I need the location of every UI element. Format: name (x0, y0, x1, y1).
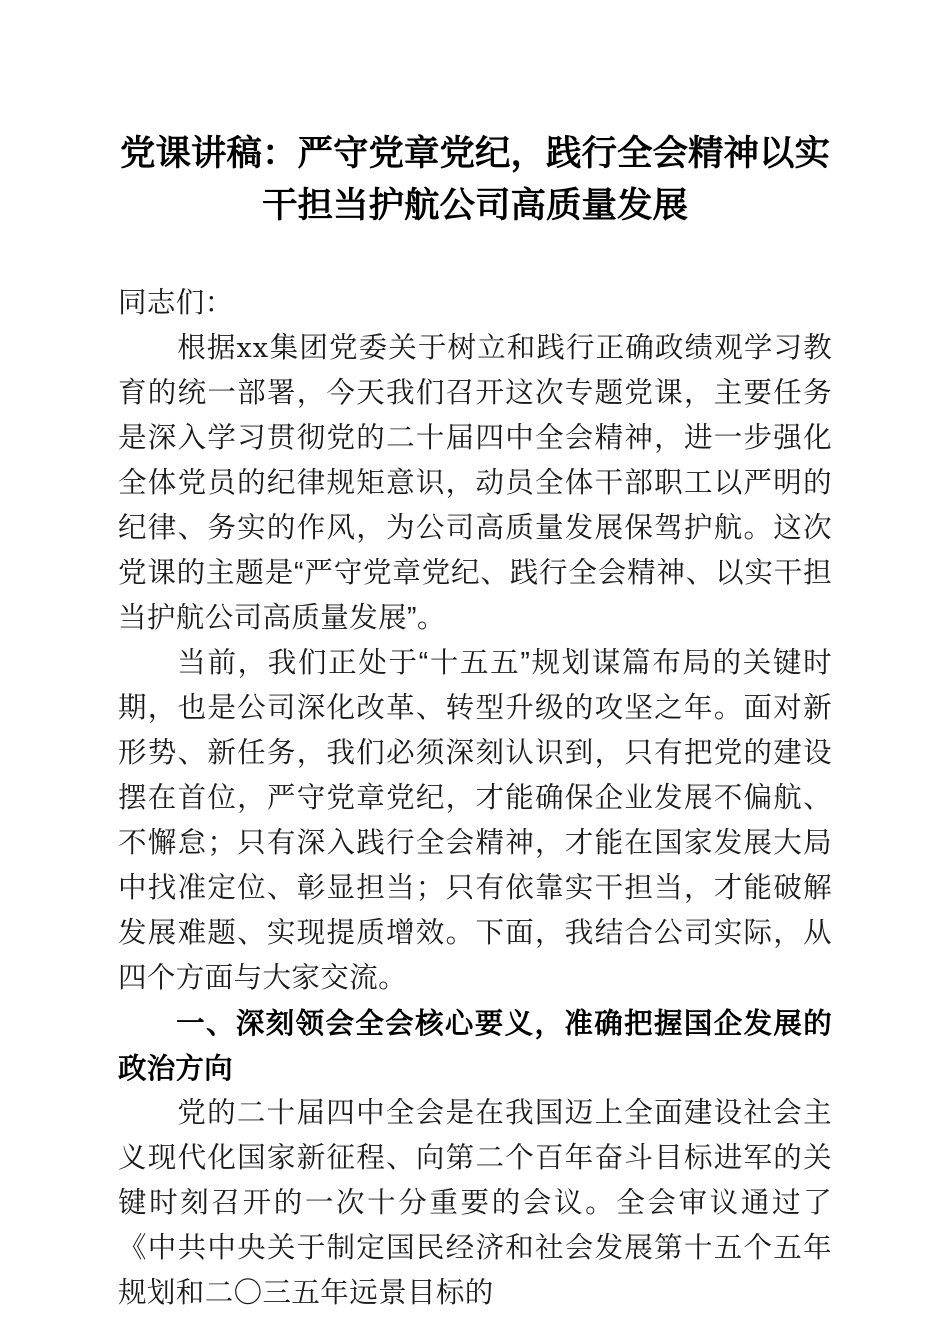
paragraph-2: 当前，我们正处于“十五五”规划谋篇布局的关键时期，也是公司深化改革、转型升级的攻坚之年。面对新形势、新任务，我们必须深刻认识到，只有把党的建设摆在首位，严守党章党纪，才能确保企业发展不偏航、不懈怠；只有深入践行全会精神，才能在国家发展大局中找准定位、彰显担当；只有依靠实干担当，才能破解发展难题、实现提质增效。下面，我结合公司实际，从四个方面与大家交流。 (118, 647, 832, 994)
paragraph-1 (118, 326, 832, 641)
salutation-line: 同志们： (118, 287, 234, 319)
paragraph-1-latin-token: xx (236, 333, 269, 364)
document-content (118, 0, 832, 1316)
page-title: 党课讲稿：严守党章党纪，践行全会精神以实干担当护航公司高质量发展 (119, 133, 830, 226)
paragraph-1-post: 集团党委关于树立和践行正确政绩观学习教育的统一部署，今天我们召开这次专题党课，主要任务是深入学习贯彻党的二十届四中全会精神，进一步强化全体党员的纪律规矩意识，动员全体干部职工以严明的纪律、务实的作风，为公司高质量发展保驾护航。这次党课的主题是“严守党章党纪、践行全会精神、以实干担当护航公司高质量发展”。 (118, 332, 832, 634)
section-heading-1: 一、深刻领会全会核心要义，准确把握国企发展的政治方向 (118, 1007, 832, 1085)
paragraph-1-pre: 根据 (177, 332, 237, 364)
paragraph-3: 党的二十届四中全会是在我国迈上全面建设社会主义现代化国家新征程、向第二个百年奋斗目标进军的关键时刻召开的一次十分重要的会议。全会审议通过了《中共中央关于制定国民经济和社会发展第十五个五年规划和二〇三五年远景目标的 (118, 1097, 832, 1309)
